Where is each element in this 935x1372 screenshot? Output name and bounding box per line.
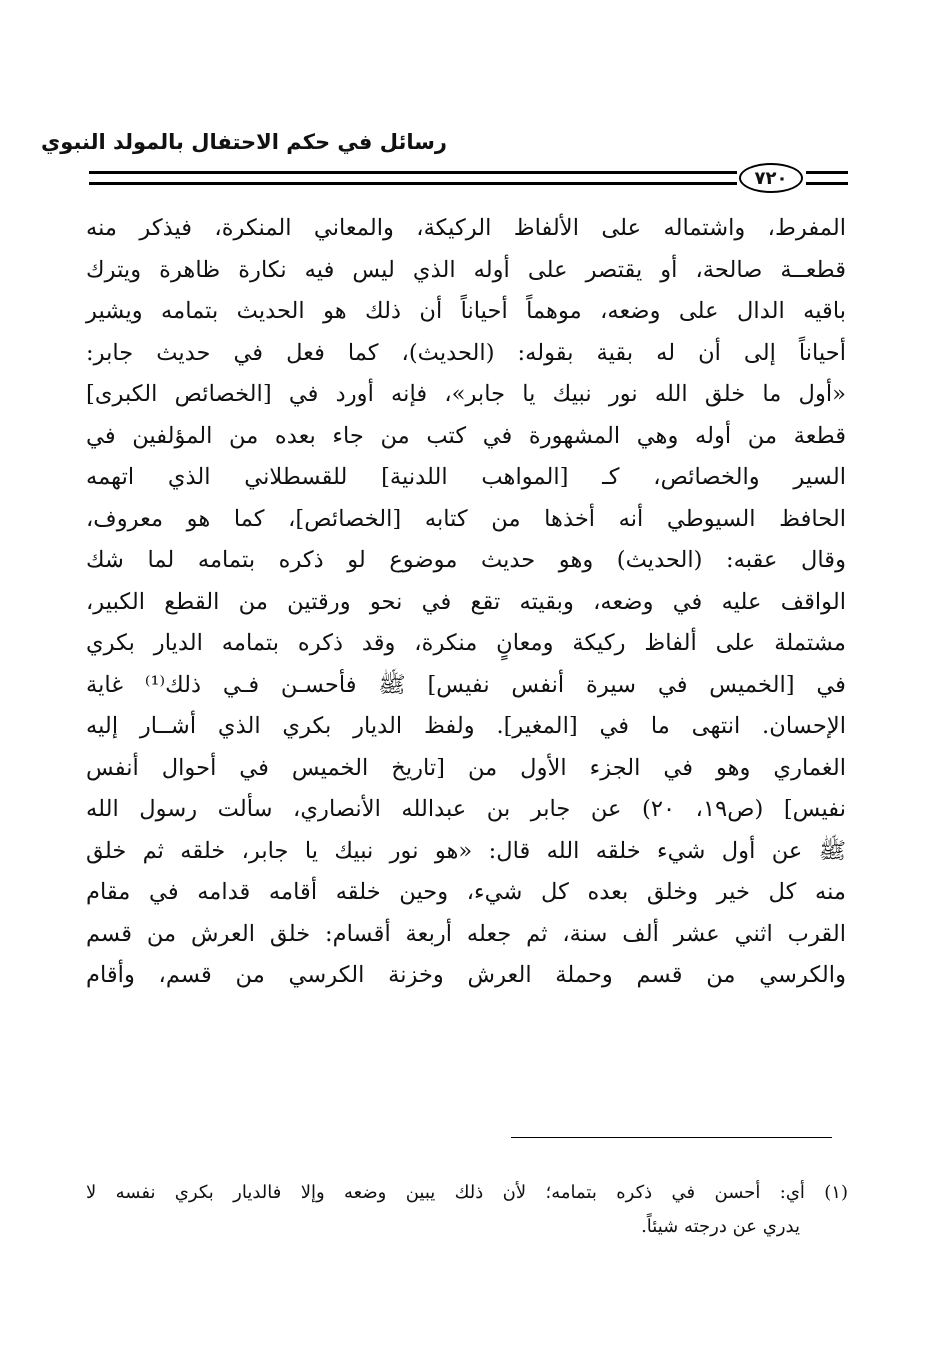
text-line: وقال عقبه: (الحديث) وهو حديث موضوع لو ذكره بتمامه لما شك bbox=[86, 547, 846, 573]
text-line: «أول ما خلق الله نور نبيك يا جابر»، فإنه أورد في [الخصائص الكبرى] bbox=[86, 381, 846, 407]
header-double-rule-end bbox=[806, 171, 848, 185]
text-line: في [الخميس في سيرة أنفس نفيس] ﷺ فأحسـن فـي ذلك⁽¹⁾ غاية bbox=[86, 671, 846, 698]
text-line: قطعــة صالحة، أو يقتصر على أوله الذي ليس فيه نكارة ظاهرة ويترك bbox=[86, 256, 846, 283]
text-line: قطعة من أوله وهي المشهورة في كتب من جاء بعده من المؤلفين في bbox=[86, 422, 846, 449]
text-line: المفرط، واشتماله على الألفاظ الركيكة، والمعاني المنكرة، فيذكر منه bbox=[86, 215, 846, 241]
main-text bbox=[86, 208, 846, 997]
text-line: أحياناً إلى أن له بقية بقوله: (الحديث)، كما فعل في حديث جابر: bbox=[86, 339, 846, 366]
header-double-rule bbox=[89, 171, 737, 185]
text-line: نفيس] (ص١٩، ٢٠) عن جابر بن عبدالله الأنصاري، سألت رسول الله bbox=[86, 796, 846, 822]
text-line: ﷺ عن أول شيء خلقه الله قال: «هو نور نبيك يا جابر، خلقه ثم خلق bbox=[86, 837, 846, 864]
footnotes bbox=[86, 1176, 848, 1244]
footnote-1: (١) أي: أحسن في ذكره بتمامه؛ لأن ذلك يبين وضعه وإلا فالديار بكري نفسه لا bbox=[86, 1182, 848, 1203]
text-line: منه كل خير وخلق بعده كل شيء، وحين خلقه أقامه قدامه في مقام bbox=[86, 879, 846, 905]
running-title: رسائل في حكم الاحتفال بالمولد النبوي bbox=[41, 130, 447, 154]
text-line: الحافظ السيوطي أنه أخذها من كتابه [الخصائص]، كما هو معروف، bbox=[86, 505, 846, 532]
footnote-1-continuation: يدري عن درجته شيئاً. bbox=[641, 1216, 800, 1237]
text-line: الإحسان. انتهى ما في [المغير]. ولفظ الديار بكري الذي أشــار إليه bbox=[86, 713, 846, 739]
text-line: باقيه الدال على وضعه، موهماً أحياناً أن ذلك هو الحديث بتمامه ويشير bbox=[86, 298, 846, 324]
text-line: والكرسي من قسم وحملة العرش وخزنة الكرسي من قسم، وأقام bbox=[86, 962, 846, 988]
text-line: الغماري وهو في الجزء الأول من [تاريخ الخميس في أحوال أنفس bbox=[86, 754, 846, 781]
text-line: مشتملة على ألفاظ ركيكة ومعانٍ منكرة، وقد ذكره بتمامه الديار بكري bbox=[86, 630, 846, 656]
text-line: الواقف عليه في وضعه، وبقيته تقع في نحو ورقتين من القطع الكبير، bbox=[86, 588, 846, 615]
page-number: ٧٢٠ bbox=[739, 163, 803, 193]
text-line: القرب اثني عشر ألف سنة، ثم جعله أربعة أقسام: خلق العرش من قسم bbox=[86, 920, 846, 947]
text-line: السير والخصائص، كـ [المواهب اللدنية] للقسطلاني الذي اتهمه bbox=[86, 464, 846, 490]
footnote-separator bbox=[511, 1137, 832, 1138]
